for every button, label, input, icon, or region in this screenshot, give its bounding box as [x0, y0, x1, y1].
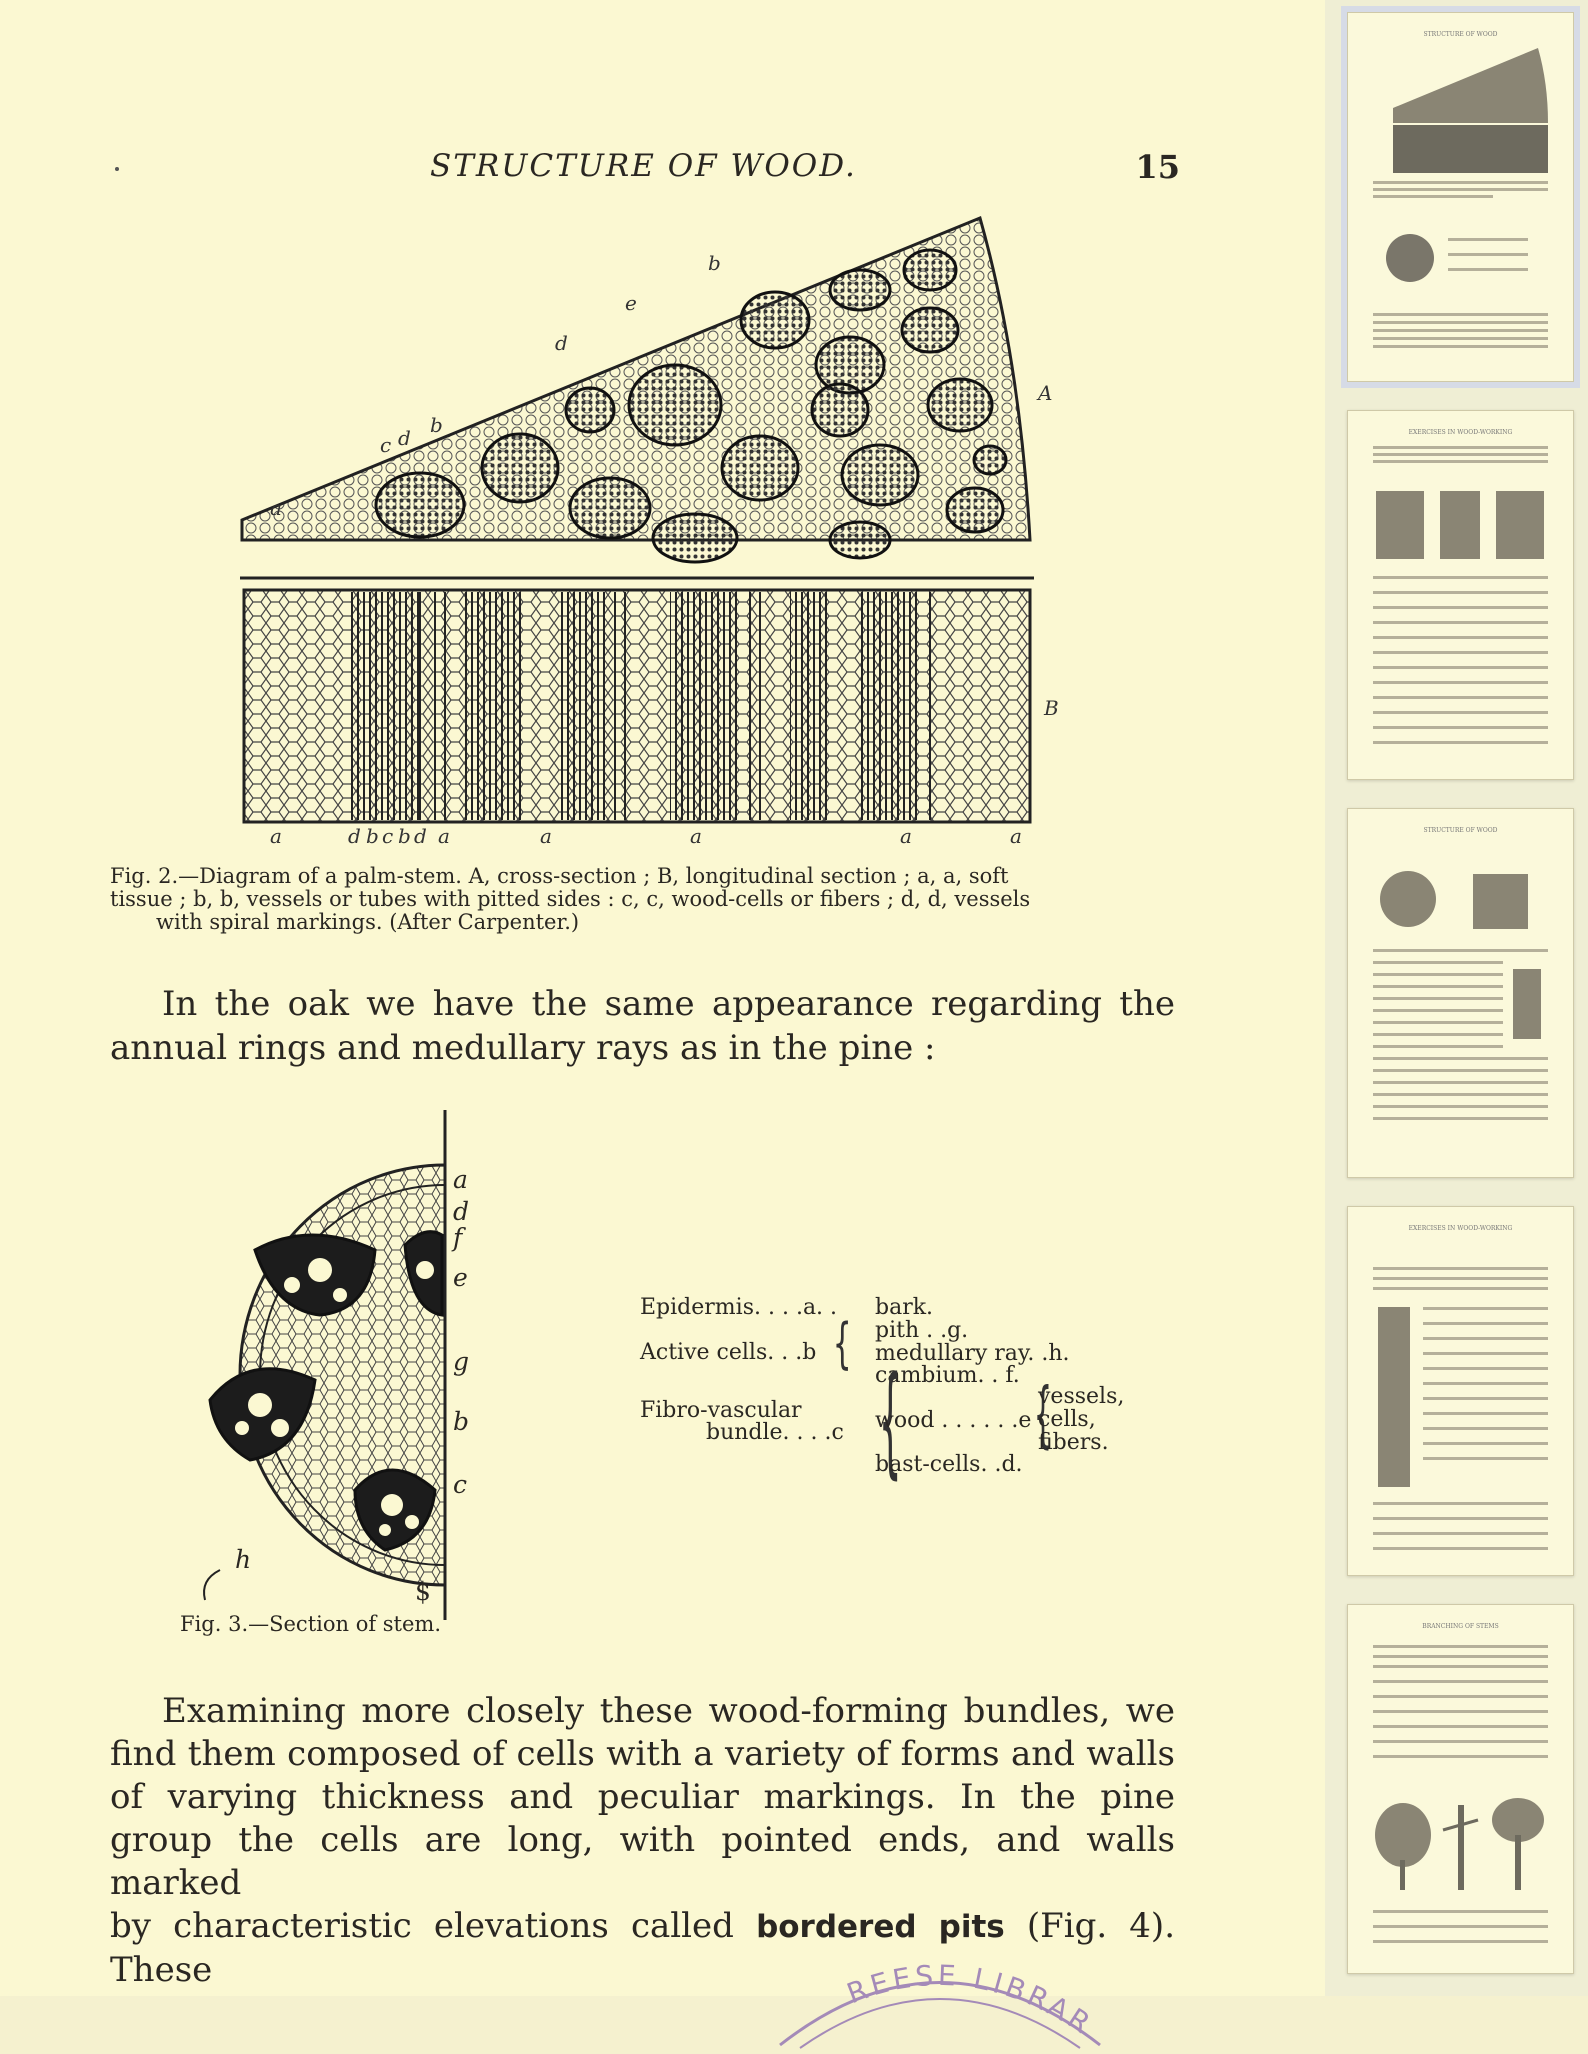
- fig2-bottom-label: a: [690, 824, 702, 848]
- fig2-bottom-label: d: [414, 824, 427, 848]
- fig2-top-label: b: [708, 251, 721, 275]
- fig2-top-label: d: [555, 331, 568, 355]
- fig2-bottom-label: a: [270, 824, 282, 848]
- stamp-text: REESE LIBRAR: [842, 1958, 1098, 2042]
- fig2-bottom-label: a: [900, 824, 912, 848]
- legend-fibro-vascular: Fibro-vascular: [640, 1398, 802, 1423]
- fig3-label: g: [453, 1347, 470, 1376]
- fig2-caption-line: tissue ; b, b, vessels or tubes with pitted sides : c, c, wood-cells or fibers ; d, d, vessels: [110, 887, 1031, 911]
- legend-bast-cells: bast-cells. .d.: [875, 1452, 1023, 1477]
- legend-epidermis: Epidermis. . . .a. .: [640, 1295, 838, 1320]
- legend-vessels: vessels,: [1038, 1384, 1125, 1409]
- fig2-top-label: c: [380, 433, 392, 457]
- body-text-line: In the oak we have the same appearance regarding the: [162, 984, 1175, 1024]
- stem-legend: [640, 1290, 1180, 1490]
- fig3-label: d: [453, 1197, 470, 1226]
- running-head: STRUCTURE OF WOOD.: [430, 148, 857, 184]
- legend-cambium: cambium. . f.: [875, 1363, 1020, 1388]
- page-thumbnail-sidebar[interactable]: [1325, 0, 1588, 1996]
- figure-2-palm-stem: [230, 210, 1060, 850]
- fig3-label: b: [453, 1407, 470, 1436]
- fig2-top-label: e: [625, 291, 637, 315]
- body-text-line: group the cells are long, with pointed ends, and walls marked: [110, 1820, 1175, 1903]
- fig3-label: $: [415, 1577, 431, 1606]
- fig2-bottom-label: a: [438, 824, 450, 848]
- fig2-label-B: B: [1044, 696, 1059, 720]
- brace-icon: {: [878, 1352, 902, 1491]
- fig2-caption-line: with spiral markings. (After Carpenter.): [156, 910, 580, 934]
- bold-term: bordered pits: [756, 1909, 1005, 1945]
- thumbnail-preview: [1348, 1207, 1573, 1575]
- page-number: 15: [1135, 148, 1180, 186]
- figure-3-labels: [235, 1165, 505, 1606]
- page-thumbnail[interactable]: [1347, 1604, 1574, 1974]
- fig2-label-A: A: [1038, 381, 1053, 405]
- body-text-line: annual rings and medullary rays as in the pine :: [110, 1028, 936, 1068]
- fig3-label: c: [453, 1470, 468, 1499]
- legend-medullary-ray: medullary ray. .h.: [875, 1341, 1070, 1366]
- thumbnail-preview: [1348, 411, 1573, 779]
- thumbnail-title: EXERCISES IN WOOD-WORKING: [1408, 1225, 1513, 1232]
- figure-3-caption: Fig. 3.—Section of stem.: [180, 1612, 442, 1636]
- brace-icon: {: [832, 1312, 852, 1375]
- fig2-bottom-label: a: [540, 824, 552, 848]
- palm-stem-illustration: [230, 210, 1060, 850]
- fig2-bottom-label: c: [382, 824, 394, 848]
- fig3-label: h: [235, 1545, 252, 1574]
- library-stamp: [770, 1940, 1110, 2050]
- thumbnail-title: STRUCTURE OF WOOD: [1423, 31, 1498, 38]
- legend-fibers: fibers.: [1038, 1430, 1109, 1455]
- page-thumbnail[interactable]: [1347, 1206, 1574, 1576]
- stamp-seal: [770, 1940, 1110, 2050]
- legend-pith: pith . .g.: [875, 1318, 969, 1343]
- fig2-top-label: d: [398, 426, 411, 450]
- fig2-top-label: b: [430, 413, 443, 437]
- thumbnail-title: EXERCISES IN WOOD-WORKING: [1408, 429, 1513, 436]
- fig2-caption-line: Fig. 2.—Diagram of a palm-stem. A, cross-section ; B, longitudinal section ; a, a, soft: [110, 864, 1009, 888]
- paragraph-oak: [110, 982, 1175, 1070]
- body-text-line: Examining more closely these wood-forming bundles, we: [162, 1691, 1175, 1731]
- thumbnail-title: BRANCHING OF STEMS: [1422, 1623, 1499, 1630]
- fig2-bottom-label: d: [348, 824, 361, 848]
- page-thumbnail[interactable]: [1347, 410, 1574, 780]
- legend-cells: cells,: [1038, 1407, 1096, 1432]
- legend-wood: wood . . . . . .e: [875, 1408, 1032, 1433]
- legend-bundle: bundle. . . .c: [706, 1420, 844, 1445]
- page-thumbnail[interactable]: [1347, 808, 1574, 1178]
- fig3-label: f: [453, 1223, 463, 1252]
- fig2-top-label: a: [270, 496, 282, 520]
- fig2-bottom-label: b: [366, 824, 379, 848]
- fig2-bottom-label: b: [398, 824, 411, 848]
- legend-bark: bark.: [875, 1295, 934, 1320]
- body-text-line: of varying thickness and peculiar markings. In the pine: [110, 1777, 1175, 1817]
- fig2-bottom-label: a: [1010, 824, 1022, 848]
- thumbnail-preview: [1348, 13, 1573, 381]
- page-header: [110, 148, 1180, 198]
- body-text-line: find them composed of cells with a variety of forms and walls: [110, 1734, 1175, 1774]
- brace-icon: {: [1033, 1372, 1053, 1456]
- thumbnail-title: STRUCTURE OF WOOD: [1423, 827, 1498, 834]
- figure-2-caption: [110, 865, 1175, 934]
- thumbnail-preview: [1348, 809, 1573, 1177]
- body-text-line: by characteristic elevations called bordered pits (Fig. 4). These: [110, 1906, 1175, 1990]
- legend-active-cells: Active cells. . .b: [640, 1340, 817, 1365]
- svg-text:REESE LIBRARY: [770, 1940, 1098, 2041]
- page-thumbnail[interactable]: [1347, 12, 1574, 382]
- fig3-label: a: [453, 1165, 468, 1194]
- fig3-label: e: [453, 1263, 468, 1292]
- thumbnail-preview: [1348, 1605, 1573, 1973]
